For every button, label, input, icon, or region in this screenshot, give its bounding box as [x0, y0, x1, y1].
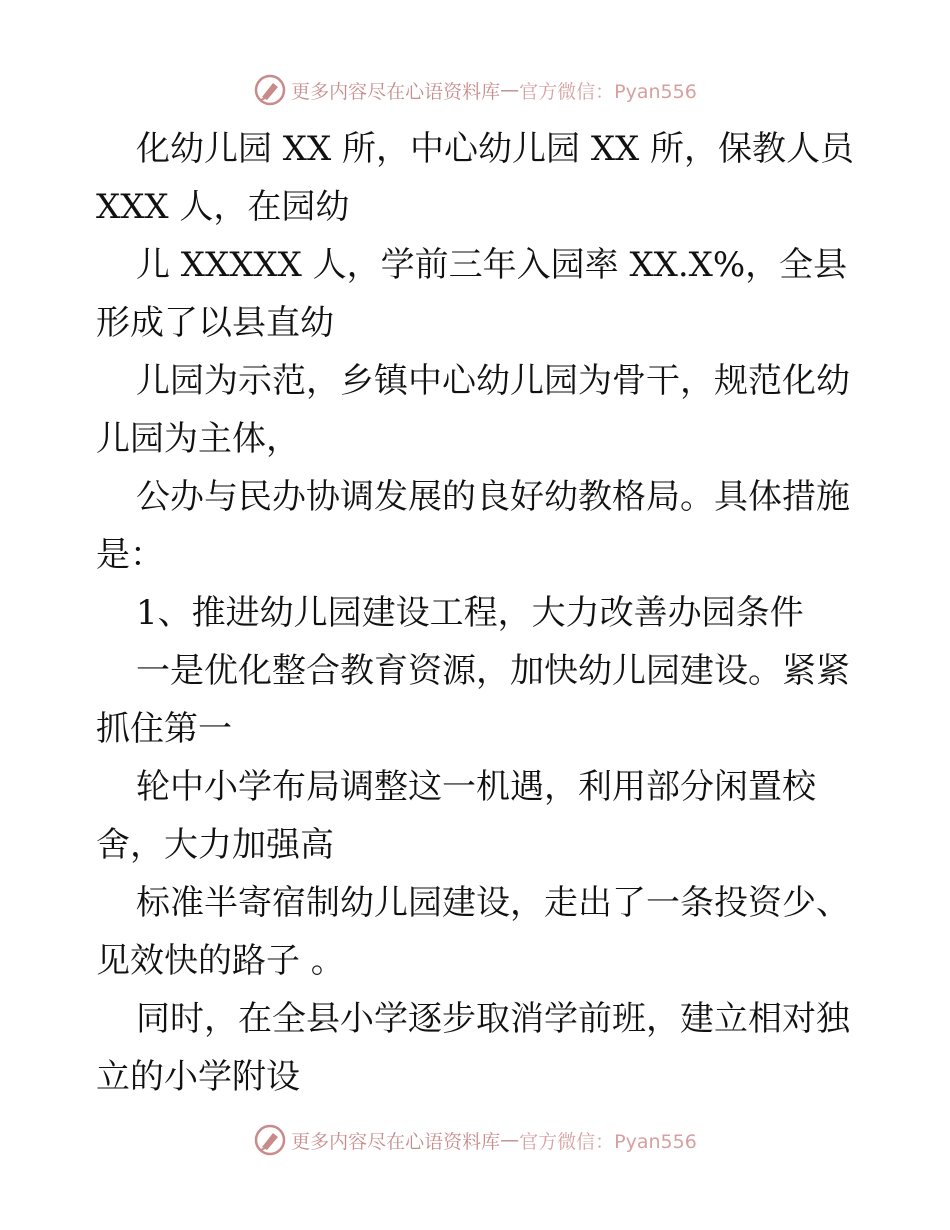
paragraph: 标准半寄宿制幼儿园建设，走出了一条投资少、见效快的路子 。 [96, 883, 850, 981]
pen-logo-icon [253, 73, 287, 107]
watermark-dash: — [500, 1129, 520, 1151]
watermark-wechat-text: 官方微信：Pyan556 [519, 1130, 697, 1153]
paragraph: 同时，在全县小学逐步取消学前班，建立相对独立的小学附设 [96, 999, 850, 1097]
watermark-main-text: 更多内容尽在心语资料库 [291, 80, 501, 103]
paragraph: 化幼儿园 XX 所，中心幼儿园 XX 所，保教人员 XXX 人，在园幼 [96, 129, 855, 227]
document-body [96, 120, 856, 1106]
watermark-wechat-text: 官方微信：Pyan556 [519, 80, 697, 103]
header-watermark [0, 70, 950, 110]
watermark-main-text: 更多内容尽在心语资料库 [291, 1130, 501, 1153]
paragraph: 1、推进幼儿园建设工程，大力改善办园条件 [136, 593, 804, 633]
pen-logo-icon [253, 1123, 287, 1157]
paragraph: 儿园为示范，乡镇中心幼儿园为骨干，规范化幼儿园为主体， [96, 361, 850, 459]
paragraph: 轮中小学布局调整这一机遇，利用部分闲置校舍，大力加强高 [96, 767, 816, 865]
footer-watermark [0, 1120, 950, 1160]
paragraph: 公办与民办协调发展的良好幼教格局。具体措施是： [96, 477, 850, 575]
watermark-dash: — [500, 79, 520, 101]
paragraph: 儿 XXXXX 人，学前三年入园率 XX.X%，全县形成了以县直幼 [96, 245, 848, 343]
paragraph: 一是优化整合教育资源，加快幼儿园建设。紧紧抓住第一 [96, 651, 850, 749]
